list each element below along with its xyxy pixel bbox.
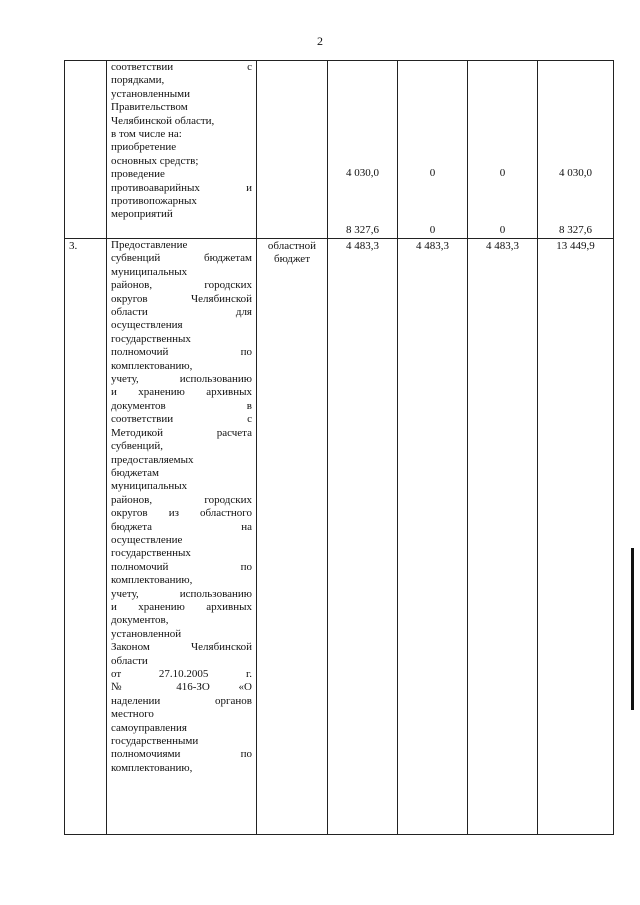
description-line: государственных [111,332,191,345]
description-line: соответствии с [111,413,252,426]
value: 4 483,3 [416,240,449,252]
row-number-cell: 3. [65,239,107,835]
description-line: наделении органов [111,694,252,707]
description-line: комплектованию, [111,761,193,774]
description-line: учету, использованию [111,587,252,600]
description-line: районов, городских [111,493,252,506]
value: 4 483,3 [346,240,379,252]
scan-margin-mark [631,548,634,710]
description-line: местного [111,708,154,721]
table-row [65,239,614,835]
description-cell [107,61,257,239]
description-line: субвенций, [111,440,163,453]
funding-source: областной бюджет [267,240,317,265]
description-line: и хранению архивных [111,386,252,399]
description-line: предоставляемых [111,453,194,466]
value-b: 0 [499,223,506,236]
description-line: муниципальных [111,265,188,278]
description-line: от 27.10.2005 г. [111,668,252,680]
description-line: установленными [111,87,191,100]
description-line: проведение [111,168,165,181]
row-number-cell [65,61,107,239]
description-line: самоуправления [111,721,187,734]
description-line: Челябинской области, [111,114,215,127]
description-line: приобретение [111,141,177,154]
description-line: порядками, [111,74,165,87]
budget-table [64,60,614,835]
description-line: соответствии с [111,61,252,73]
value-cell [328,239,398,835]
value-b: 8 327,6 [559,223,592,236]
value-cell [468,61,538,239]
description-line: и хранению архивных [111,600,252,613]
description-line: муниципальных [111,480,188,493]
description-line: полномочий по [111,560,252,573]
description-line: комплектованию, [111,359,193,372]
value-b: 0 [429,223,436,236]
description-line: в том числе на: [111,128,182,141]
value: 4 483,3 [486,240,519,252]
table-row [65,61,614,239]
value-cell [398,239,468,835]
description-line: государственных [111,547,191,560]
description-line: документов, [111,614,169,627]
description-line: округов из областного [111,507,252,520]
description-line: Предоставление [111,239,188,251]
description-line: полномочиями по [111,748,252,761]
source-cell [257,61,328,239]
value-a: 4 030,0 [559,167,592,179]
description-line: округов Челябинской [111,292,252,305]
description-line: противопожарных [111,195,197,208]
value-a: 0 [499,167,506,179]
description-line: бюджета на [111,520,252,533]
value: 13 449,9 [556,240,595,252]
description-line: установленной [111,627,182,640]
description-line: комплектованию, [111,574,193,587]
value-cell [538,61,614,239]
description-line: Законом Челябинской [111,641,252,654]
description-line: полномочий по [111,346,252,359]
description-line: учету, использованию [111,373,252,386]
page-number: 2 [317,34,323,48]
description-line: осуществление [111,533,183,546]
description-line: осуществления [111,319,183,332]
description-line: № 416-ЗО «О [111,681,252,694]
description-line: области для [111,306,252,319]
description-line: области [111,654,148,667]
description-line: документов в [111,399,252,412]
value-cell [468,239,538,835]
description-line: государственными [111,735,199,748]
description-line: Методикой расчета [111,426,252,439]
value-a: 0 [429,167,436,179]
description-line: противоаварийных и [111,181,252,194]
value-cell [328,61,398,239]
description-cell [107,239,257,835]
description-line: основных средств; [111,154,199,167]
source-cell [257,239,328,835]
value-b: 8 327,6 [346,223,379,236]
value-a: 4 030,0 [346,167,379,179]
description-line: бюджетам [111,466,159,479]
description-line: субвенций бюджетам [111,252,252,265]
description-line: районов, городских [111,279,252,292]
description-line: Правительством [111,101,188,114]
value-cell [398,61,468,239]
value-cell [538,239,614,835]
description-line: мероприятий [111,208,173,221]
